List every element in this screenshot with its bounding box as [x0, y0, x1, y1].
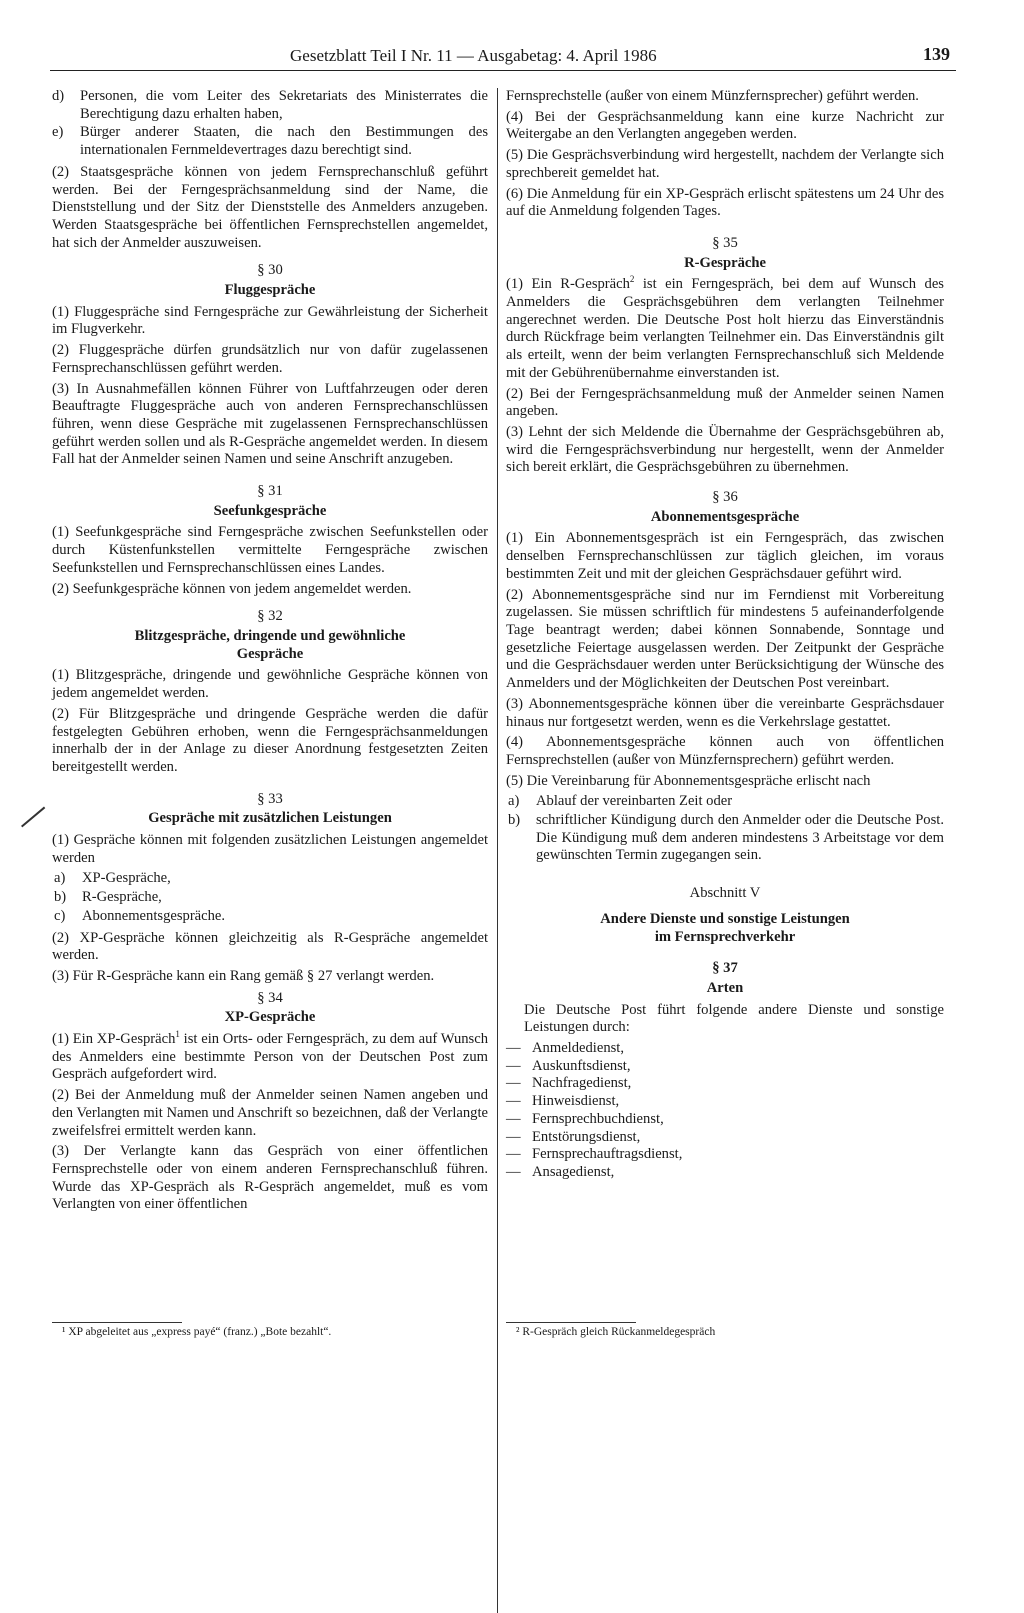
column-divider: [497, 88, 498, 1613]
list-text: Anmeldedienst,: [532, 1040, 625, 1057]
section-heading: Seefunkgespräche: [213, 502, 327, 519]
right-column: [506, 88, 944, 1182]
paragraph: (2) Bei der Ferngesprächsanmeldung muß der Anmelder seinen Namen angeben.: [506, 385, 944, 420]
footnote-rule: [52, 1322, 182, 1323]
section-number: § 33: [257, 790, 283, 807]
footnote-ref: 2: [629, 274, 635, 285]
list-text: R-Gespräche,: [82, 889, 162, 906]
list-dash: —: [506, 1057, 521, 1074]
list-label: c): [54, 907, 66, 924]
paragraph: (2) Für Blitzgespräche und dringende Gespräche werden die dafür festgelegten Gebühren erhoben, wenn die Ferngesprächsanmeldungen innerhalb der in der Anlage zu dieser Anordnung festgesetzten Zeiten bereitgestellt werden.: [52, 705, 488, 775]
list-label: e): [52, 124, 64, 141]
list-label: a): [508, 793, 520, 810]
paragraph: (1) Gespräche können mit folgenden zusätzlichen Leistungen angemeldet werden: [52, 832, 488, 866]
section-heading: XP-Gespräche: [224, 1009, 316, 1026]
page-header: [50, 44, 956, 71]
list-label: d): [52, 88, 65, 104]
paragraph: (2) Bei der Anmeldung muß der Anmelder seinen Namen angeben und den Verlangten mit Namen und Anschrift so bezeichnen, daß der Verlangte zweifelsfrei ermittelt werden kann.: [52, 1087, 488, 1139]
paragraph: [52, 1031, 488, 1084]
list-text: Auskunftsdienst,: [532, 1057, 631, 1074]
paragraph: (2) Abonnementsgespräche sind nur im Ferndienst mit Vorbereitung zugelassen. Sie müssen schriftlich für mindestens 5 aufeinanderfolgende Tage beantragt werden; dabei können Sonnabende, Sonntage und gesetzliche Feiertage ausgelassen werden. Der Zeitpunkt der Gespräche und die Gesprächsdauer werden unter Berücksichtigung der Wünsche des Anmelders und der Möglichkeiten der Deutschen Post vereinbart.: [506, 586, 944, 692]
paragraph: (2) Seefunkgespräche können von jedem angemeldet werden.: [52, 580, 412, 597]
list-item: [506, 1040, 944, 1058]
list-text: Bürger anderer Staaten, die nach den Bestimmungen des internationalen Fernmeldevertrages dazu berechtigt sind.: [80, 124, 488, 159]
paragraph: (1) Seefunkgespräche sind Ferngespräche zwischen Seefunkstellen oder durch Küstenfunkstellen vermittelte Ferngespräche zwischen Seefunkstellen und Fernsprechanschlüssen eines Landes.: [52, 524, 488, 576]
list-item: [506, 1129, 944, 1147]
list-item: [52, 124, 488, 159]
page-number: 139: [923, 44, 950, 64]
paragraph: (2) Fluggespräche dürfen grundsätzlich nur von dafür zugelassenen Fernsprechanschlüssen geführt werden.: [52, 342, 488, 376]
list-item: [506, 1075, 944, 1093]
paragraph: (2) XP-Gespräche können gleichzeitig als R-Gespräche angemeldet werden.: [52, 929, 488, 964]
footnote: ² R-Gespräch gleich Rückanmeldegespräch: [516, 1326, 716, 1338]
list-dash: —: [506, 1040, 521, 1057]
list-text: Nachfragedienst,: [532, 1075, 632, 1092]
list-text: Fernsprechauftragsdienst,: [532, 1146, 683, 1163]
list-label: a): [54, 870, 66, 887]
section-number: § 35: [712, 234, 738, 251]
list-label: b): [508, 812, 521, 829]
list-text: Ablauf der vereinbarten Zeit oder: [536, 793, 733, 810]
paragraph: [506, 276, 944, 382]
section-heading: Gespräche: [236, 645, 304, 662]
section-heading: Abonnementsgespräche: [650, 508, 800, 525]
section-number: § 37: [712, 960, 738, 977]
paragraph: Die Deutsche Post führt folgende andere Dienste und sonstige Leistungen durch:: [524, 1001, 944, 1036]
list-text: schriftlicher Kündigung durch den Anmelder oder die Deutsche Post. Die Kündigung muß dem anderen mindestens 3 Arbeitstage vor dem gewünschten Termin zugegangen sein.: [536, 812, 944, 864]
list-text: Abonnementsgespräche.: [82, 907, 226, 924]
list-text: XP-Gespräche,: [82, 870, 171, 887]
paragraph: (5) Die Gesprächsverbindung wird hergestellt, nachdem der Verlangte sich sprechbereit gemeldet hat.: [506, 147, 944, 181]
list-label: b): [54, 889, 67, 906]
paragraph: (3) Für R-Gespräche kann ein Rang gemäß § 27 verlangt werden.: [52, 967, 435, 984]
paragraph: Fernsprechstelle (außer von einem Münzfernsprecher) geführt werden.: [506, 88, 919, 104]
paragraph: (1) Blitzgespräche, dringende und gewöhnliche Gespräche können von jedem angemeldet werden.: [52, 667, 488, 702]
left-column: [52, 88, 488, 1217]
section-heading: Fluggespräche: [224, 282, 316, 299]
list-item: [506, 1093, 944, 1111]
paragraph: (3) Abonnementsgespräche können über die vereinbarte Gesprächsdauer hinaus nur fortgesetzt werden, wenn es die Verkehrslage gestattet.: [506, 695, 944, 730]
list-item: [52, 870, 488, 888]
list-text: Ansagedienst,: [532, 1163, 615, 1180]
section-number: § 32: [257, 608, 283, 625]
section-number: § 30: [257, 262, 283, 279]
list-text: Hinweisdienst,: [532, 1093, 620, 1110]
paragraph: (1) Fluggespräche sind Ferngespräche zur Gewährleistung der Sicherheit im Flugverkehr.: [52, 303, 488, 338]
list-item: [506, 1164, 944, 1182]
chapter-number: Abschnitt V: [689, 885, 761, 902]
list-item: [506, 812, 944, 865]
section-heading: R-Gespräche: [684, 254, 766, 271]
section-heading: Blitzgespräche, dringende und gewöhnliche: [134, 627, 406, 644]
text-run: (1) Ein R-Gespräch: [506, 276, 630, 293]
section-number: § 34: [257, 989, 283, 1006]
list-item: [52, 88, 488, 123]
list-dash: —: [506, 1128, 521, 1145]
footnote: ¹ XP abgeleitet aus „express payé“ (franz.) „Bote bezahlt“.: [62, 1326, 332, 1338]
list-dash: —: [506, 1146, 521, 1163]
chapter-heading: Andere Dienste und sonstige Leistungen: [600, 910, 850, 927]
list-dash: —: [506, 1093, 521, 1110]
text-run: ist ein Ferngespräch, bei dem auf Wunsch des Anmelders die Gesprächsgebühren dem verlangten Teilnehmer angerechnet werden. Die Deutsche Post holt hierzu das Einverständnis durch Rückfrage beim verlangten Teilnehmer ein. Das Einverständnis gilt als erteilt, wenn der beim verlangten Fernsprechanschluß sich Meldende mit der Gebührenübernahme einverstanden ist.: [506, 276, 944, 381]
list-dash: —: [506, 1075, 521, 1092]
section-heading: Arten: [706, 979, 744, 996]
paragraph: (1) Ein Abonnementsgespräch ist ein Ferngespräch, das zwischen denselben Fernsprechanschlüssen zur täglich gleichen, im voraus bestimmten Zeit und mit der gleichen Gesprächsdauer geführt wird.: [506, 530, 944, 582]
list-item: [52, 908, 488, 926]
text-run: ist ein Orts- oder Ferngespräch, zu dem auf Wunsch des Anmelders eine bestimmte Person von der Deutschen Post zum Gespräch aufgefordert wird.: [52, 1031, 489, 1083]
header-title: Gesetzblatt Teil I Nr. 11 — Ausgabetag: 4. April 1986: [290, 46, 657, 65]
paragraph: (5) Die Vereinbarung für Abonnementsgespräche erlischt nach: [506, 772, 871, 789]
paragraph: (3) Der Verlangte kann das Gespräch von einer öffentlichen Fernsprechstelle oder von einem anderen Fernsprechanschluß führen. Wurde das XP-Gespräch als R-Gespräch angemeldet, muß es vom Verlangten von einer öffentlichen: [52, 1143, 488, 1213]
section-number: § 36: [712, 489, 738, 506]
list-text: Personen, die vom Leiter des Sekretariats des Ministerrates die Berechtigung dazu erhalten haben,: [80, 88, 488, 122]
list-text: Entstörungsdienst,: [532, 1128, 641, 1145]
footnote-rule: [506, 1322, 636, 1323]
list-item: [52, 889, 488, 907]
list-item: [506, 1146, 944, 1164]
paragraph: (4) Abonnementsgespräche können auch von öffentlichen Fernsprechstellen (außer von Münzfernsprechern) geführt werden.: [506, 734, 944, 768]
list-item: [506, 793, 944, 811]
paragraph: (3) In Ausnahmefällen können Führer von Luftfahrzeugen oder deren Beauftragte Fluggespräche auch von anderen Fernsprechanschlüssen führen, wenn diese Gespräche mit zugelassenen Fernsprechanschlüssen geführt werden sollen und als R-Gespräche angemeldet werden. In diesem Fall hat der Anmelder seinen Namen und seine Anschrift anzugeben.: [52, 380, 488, 468]
list-item: [506, 1058, 944, 1076]
list-dash: —: [506, 1163, 521, 1180]
paragraph: (4) Bei der Gesprächsanmeldung kann eine kurze Nachricht zur Weitergabe an den Verlangten angegeben werden.: [506, 108, 944, 143]
list-dash: —: [506, 1110, 521, 1127]
text-run: (1) Ein XP-Gespräch: [52, 1031, 176, 1048]
section-number: § 31: [257, 483, 283, 500]
paragraph: (3) Lehnt der sich Meldende die Übernahme der Gesprächsgebühren ab, wird die Ferngesprächsverbindung nur hergestellt, wenn der Anmelder sich bereit erklärt, die Gesprächsgebühren zu übernehmen.: [506, 423, 944, 476]
list-item: [506, 1111, 944, 1129]
chapter-heading: im Fernsprechverkehr: [654, 928, 796, 945]
footnote-ref: 1: [175, 1029, 180, 1040]
section-heading: Gespräche mit zusätzlichen Leistungen: [148, 810, 392, 827]
list-text: Fernsprechbuchdienst,: [532, 1110, 664, 1127]
paragraph: (6) Die Anmeldung für ein XP-Gespräch erlischt spätestens um 24 Uhr des auf die Anmeldung folgenden Tages.: [506, 185, 944, 220]
paragraph: (2) Staatsgespräche können von jedem Fernsprechanschluß geführt werden. Bei der Ferngesprächsanmeldung sind der Name, die Dienststellung und der Sitz der Dienststelle des Anmelders anzugeben. Werden Staatsgespräche bei öffentlichen Fernsprechstellen angemeldet, hat sich der Anmelder auszuweisen.: [52, 163, 488, 251]
margin-mark: [21, 807, 45, 827]
